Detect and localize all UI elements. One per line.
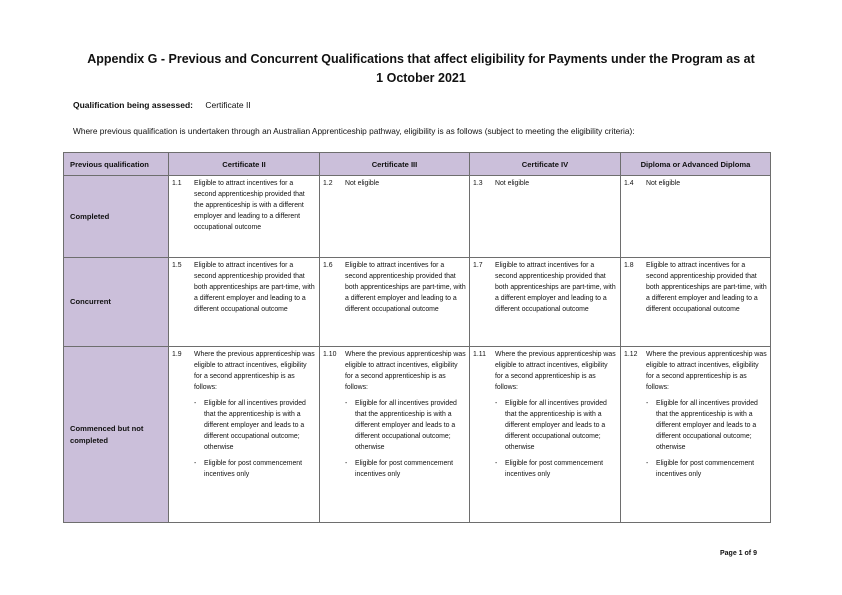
table-cell bbox=[470, 258, 621, 347]
clause-body bbox=[345, 349, 466, 485]
column-header: Previous qualification bbox=[64, 153, 169, 176]
clause-body bbox=[345, 178, 466, 189]
clause-text: Where the previous apprenticeship was eligible to attract incentives, eligibility for a second apprenticeship is as follows: bbox=[495, 351, 616, 391]
column-header: Certificate II bbox=[169, 153, 320, 176]
list-item: - Eligible for post commencement incentives only bbox=[194, 458, 316, 480]
clause-number: 1.6 bbox=[323, 262, 333, 269]
clause-body bbox=[646, 260, 767, 315]
clause-body bbox=[194, 178, 316, 233]
clause-body bbox=[495, 260, 617, 315]
title-line-1: Appendix G - Previous and Concurrent Qualifications that affect eligibility for Payments under the Program as at bbox=[87, 52, 755, 66]
cell-content bbox=[323, 260, 466, 315]
table-row bbox=[64, 258, 771, 347]
clause-number: 1.5 bbox=[172, 262, 182, 269]
table-header-row bbox=[64, 153, 771, 176]
column-header: Certificate III bbox=[320, 153, 470, 176]
clause-body bbox=[194, 260, 316, 315]
clause-number: 1.7 bbox=[473, 262, 483, 269]
table-row bbox=[64, 347, 771, 523]
cell-content bbox=[473, 349, 617, 485]
clause-body bbox=[495, 178, 617, 189]
clause-body bbox=[495, 349, 617, 485]
clause-list bbox=[345, 398, 466, 480]
clause-body bbox=[646, 349, 767, 485]
clause-list bbox=[646, 398, 767, 480]
clause-number: 1.9 bbox=[172, 351, 182, 358]
clause-body bbox=[345, 260, 466, 315]
clause-text: Eligible to attract incentives for a second apprenticeship provided that both apprenticeships are part-time, with a different employer and leading to a different occupational outcome bbox=[345, 262, 466, 313]
clause-list bbox=[495, 398, 617, 480]
cell-content bbox=[172, 260, 316, 315]
eligibility-table bbox=[63, 152, 771, 523]
intro-text: Where previous qualification is undertaken through an Australian Apprenticeship pathway, eligibility is as follows (subject to meeting the eligibility criteria): bbox=[73, 126, 635, 136]
table-cell bbox=[621, 176, 771, 258]
row-header: Completed bbox=[64, 176, 169, 258]
table-cell bbox=[470, 176, 621, 258]
list-item: - Eligible for all incentives provided that the apprenticeship is with a different employer and leads to a different occupational outcome; otherwise bbox=[345, 398, 466, 453]
list-item: - Eligible for all incentives provided that the apprenticeship is with a different employer and leads to a different occupational outcome; otherwise bbox=[495, 398, 617, 453]
table-cell bbox=[320, 347, 470, 523]
cell-content bbox=[323, 349, 466, 485]
cell-content bbox=[323, 178, 466, 189]
clause-list bbox=[194, 398, 316, 480]
title-line-2: 1 October 2021 bbox=[376, 71, 466, 85]
clause-number: 1.10 bbox=[323, 351, 337, 358]
clause-text: Eligible to attract incentives for a second apprenticeship provided that both apprenticeships are part-time, with a different employer and leading to a different occupational outcome bbox=[646, 262, 767, 313]
clause-number: 1.8 bbox=[624, 262, 634, 269]
table-cell bbox=[169, 176, 320, 258]
clause-number: 1.2 bbox=[323, 180, 333, 187]
row-header: Commenced but not completed bbox=[64, 347, 169, 523]
cell-content bbox=[624, 349, 767, 485]
cell-content bbox=[624, 178, 767, 189]
qualification-line bbox=[73, 100, 251, 110]
clause-text: Eligible to attract incentives for a second apprenticeship provided that both apprenticeships are part-time, with a different employer and leading to a different occupational outcome bbox=[194, 262, 315, 313]
table-body bbox=[64, 176, 771, 523]
table-cell bbox=[169, 258, 320, 347]
column-header: Certificate IV bbox=[470, 153, 621, 176]
clause-text: Eligible to attract incentives for a second apprenticeship provided that both apprenticeships are part-time, with a different employer and leading to a different occupational outcome bbox=[495, 262, 616, 313]
table-cell bbox=[320, 176, 470, 258]
cell-content bbox=[172, 178, 316, 233]
cell-content bbox=[473, 178, 617, 189]
clause-body bbox=[194, 349, 316, 485]
page-title bbox=[60, 50, 782, 88]
clause-text: Eligible to attract incentives for a second apprenticeship provided that the apprenticeship is with a different employer and leading to a different occupational outcome bbox=[194, 180, 305, 231]
table-cell bbox=[470, 347, 621, 523]
column-header: Diploma or Advanced Diploma bbox=[621, 153, 771, 176]
cell-content bbox=[473, 260, 617, 315]
row-header: Concurrent bbox=[64, 258, 169, 347]
clause-text: Not eligible bbox=[345, 180, 380, 187]
table-cell bbox=[621, 347, 771, 523]
clause-text: Where the previous apprenticeship was eligible to attract incentives, eligibility for a second apprenticeship is as follows: bbox=[646, 351, 767, 391]
cell-content bbox=[172, 349, 316, 485]
list-item: - Eligible for post commencement incentives only bbox=[495, 458, 617, 480]
list-item: - Eligible for all incentives provided that the apprenticeship is with a different employer and leads to a different occupational outcome; otherwise bbox=[194, 398, 316, 453]
table-row bbox=[64, 176, 771, 258]
clause-number: 1.3 bbox=[473, 180, 483, 187]
clause-body bbox=[646, 178, 767, 189]
clause-text: Where the previous apprenticeship was eligible to attract incentives, eligibility for a second apprenticeship is as follows: bbox=[194, 351, 315, 391]
qualification-value: Certificate II bbox=[205, 100, 251, 110]
list-item: - Eligible for post commencement incentives only bbox=[646, 458, 767, 480]
clause-text: Not eligible bbox=[646, 180, 681, 187]
cell-content bbox=[624, 260, 767, 315]
page-number: Page 1 of 9 bbox=[720, 550, 757, 557]
list-item: - Eligible for all incentives provided that the apprenticeship is with a different employer and leads to a different occupational outcome; otherwise bbox=[646, 398, 767, 453]
list-item: - Eligible for post commencement incentives only bbox=[345, 458, 466, 480]
clause-number: 1.1 bbox=[172, 180, 182, 187]
clause-number: 1.12 bbox=[624, 351, 638, 358]
table-cell bbox=[320, 258, 470, 347]
clause-number: 1.11 bbox=[473, 351, 486, 358]
clause-number: 1.4 bbox=[624, 180, 634, 187]
qualification-label: Qualification being assessed: bbox=[73, 100, 193, 110]
clause-text: Where the previous apprenticeship was eligible to attract incentives, eligibility for a second apprenticeship is as follows: bbox=[345, 351, 466, 391]
table-cell bbox=[169, 347, 320, 523]
table-cell bbox=[621, 258, 771, 347]
clause-text: Not eligible bbox=[495, 180, 530, 187]
